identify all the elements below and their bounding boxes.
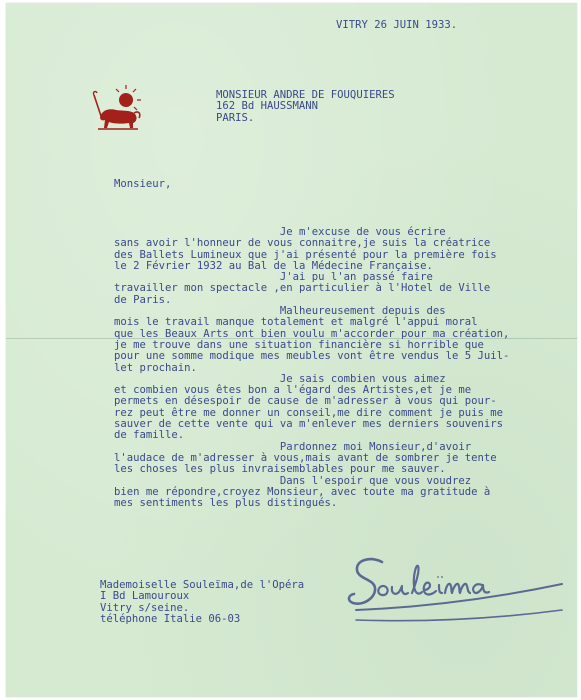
sender-address [100,580,304,625]
body-line: de famille. [114,429,185,442]
body-line: permets en désespoir de cause de m'adresser à vous qui pour- [114,395,497,408]
body-line: mes sentiments les plus distingués. [114,497,338,510]
body-line: rez peut être me donner un conseil,me dire comment je puis me [114,406,504,419]
body-line: J'ai pu l'an passé faire [114,271,433,284]
body-line: que les Beaux Arts ont bien voulu m'accorder pour ma création, [114,327,510,340]
salutation: Monsieur, [114,178,172,190]
recipient-name: MONSIEUR ANDRE DE FOUQUIERES [216,89,395,101]
sender-line: Mademoiselle Souleïma,de l'Opéra [100,579,305,591]
body-line: sans avoir l'honneur de vous connaitre,je suis la créatrice [114,237,491,250]
body-line: de Paris. [114,293,172,306]
body-line: l'audace de m'adresser à vous,mais avant de sombrer je tente [114,451,497,464]
body-line: le 2 Février 1932 au Bal de la Médecine Française. [114,259,433,272]
body-line: let prochain. [114,361,197,374]
body-line: mois le travail manque totalement et malgré l'appui moral [114,316,478,329]
recipient-address [216,90,395,124]
body-line: Malheureusement depuis des [114,305,446,318]
handwritten-signature-icon [326,548,576,638]
sender-line: I Bd Lamouroux [100,590,190,603]
sender-line: Vitry s/seine. [100,601,190,614]
body-line: pour une somme modique mes meubles vont être vendus le 5 Juil- [114,350,510,363]
body-line: et combien vous êtes bon a l'égard des Artistes,et je me [114,384,472,397]
lion-and-sun-emblem-icon [92,83,144,133]
recipient-city: PARIS. [216,111,255,124]
letter-sheet [6,3,577,697]
recipient-street: 162 Bd HAUSSMANN [216,100,319,113]
body-line: Je m'excuse de vous écrire [114,226,446,238]
body-line: Pardonnez moi Monsieur,d'avoir [114,440,472,453]
letter-body [114,227,509,509]
body-line: travailler mon spectacle ,en particulier à l'Hotel de Ville [114,282,491,295]
sender-line: téléphone Italie 06-03 [100,612,241,625]
letter-date: VITRY 26 JUIN 1933. [336,19,458,31]
body-line: je me trouve dans une situation financière si horrible que [114,338,484,351]
body-line: bien me répondre,croyez Monsieur, avec toute ma gratitude à [114,485,491,498]
body-line: Dans l'espoir que vous voudrez [114,474,472,487]
body-line: les choses les plus invraisemblables pour me sauver. [114,463,446,476]
body-line: Je sais combien vous aimez [114,372,446,385]
body-line: des Ballets Lumineux que j'ai présenté pour la première fois [114,248,497,261]
body-line: sauver de cette vente qui va m'enlever mes derniers souvenirs [114,418,504,431]
